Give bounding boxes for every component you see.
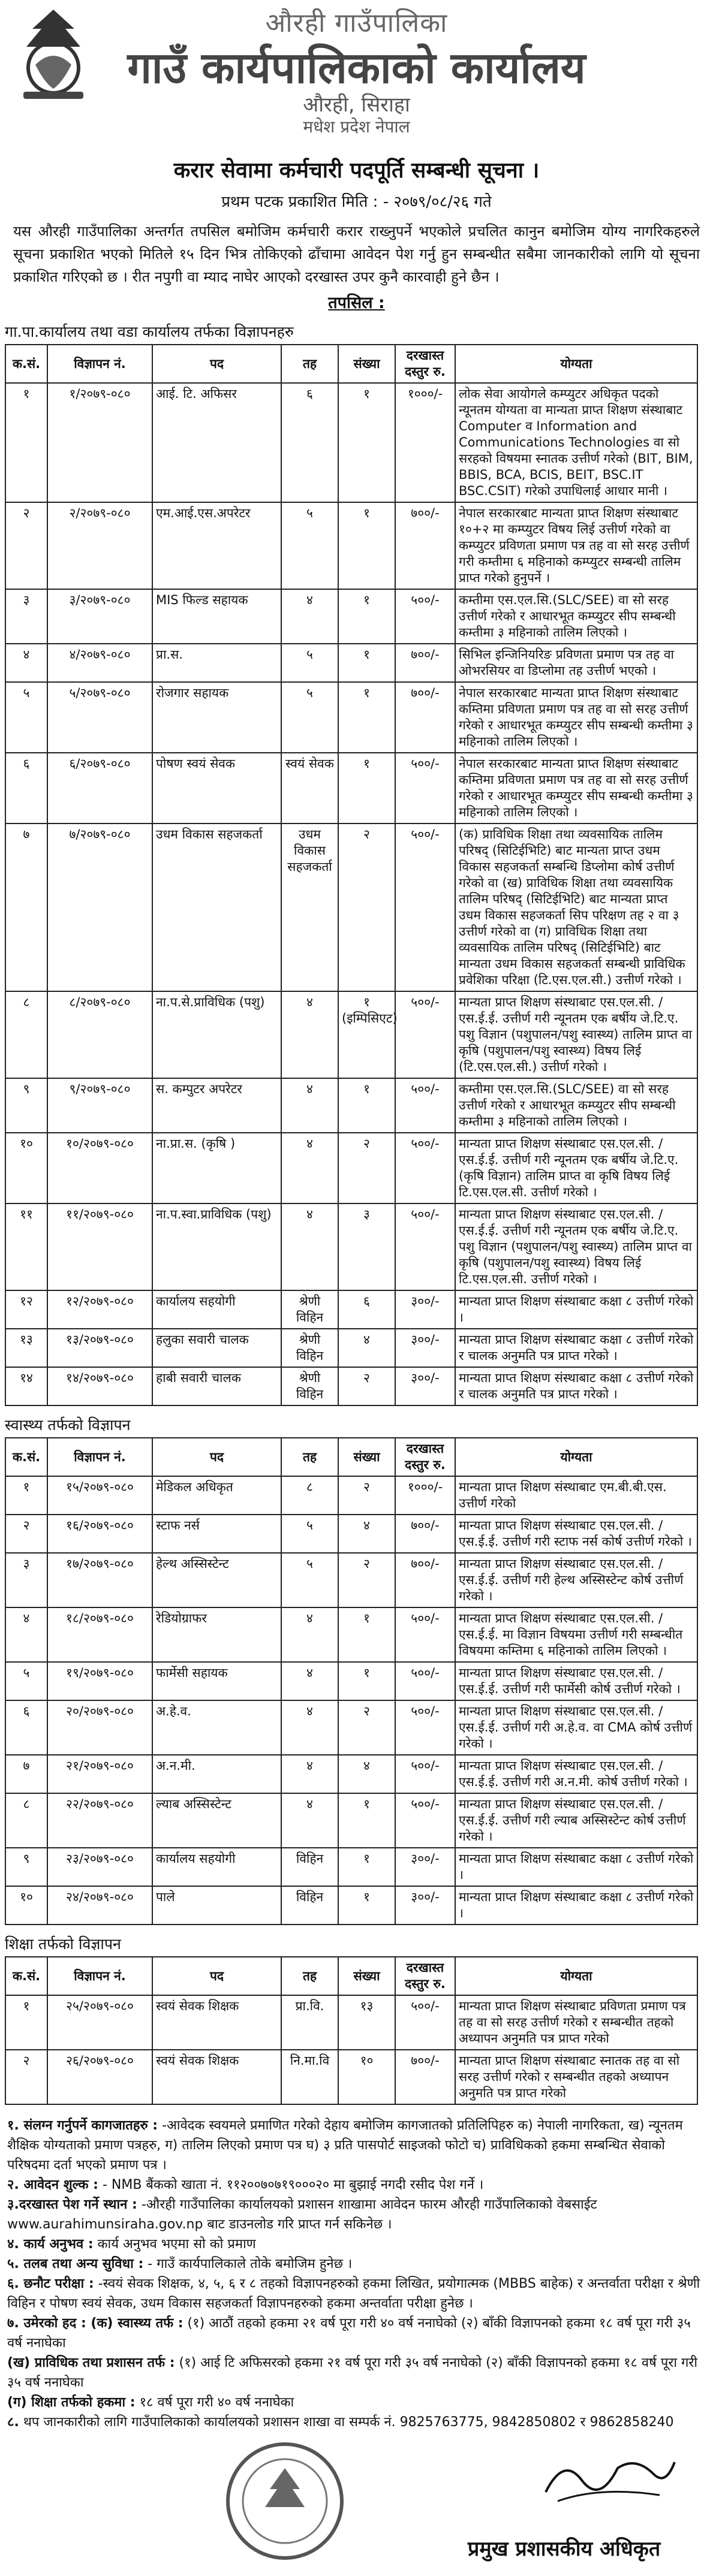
cell-count: २ — [338, 1133, 395, 1203]
cell-post: हाबी सवारी चालक — [152, 1367, 281, 1405]
cell-fee: ३००/- — [395, 1329, 455, 1367]
table-row — [5, 1995, 697, 2050]
cell-post: एम.आई.एस.अपरेटर — [152, 502, 281, 589]
footnote-label: ४. कार्य अनुभव : — [7, 2237, 94, 2252]
cell-adv: १६/२०७९-०८० — [47, 1515, 152, 1553]
col-adv: विज्ञापन नं. — [47, 1957, 152, 1995]
cell-count: ४ — [338, 1329, 395, 1367]
cell-adv: ३/२०७९-०८० — [47, 589, 152, 644]
footnote-item — [7, 2234, 706, 2254]
table-row — [5, 1290, 697, 1329]
cell-adv: १०/२०७९-०८० — [47, 1133, 152, 1203]
cell-count: १० — [338, 2050, 395, 2104]
table-row — [5, 682, 697, 753]
table-row — [5, 2050, 697, 2104]
footnote-text: - गाउँ कार्यपालिकाले तोके बमोजिम हुनेछ । — [148, 2257, 353, 2272]
cell-post: ल्याब अस्सिस्टेन्ट — [152, 1793, 281, 1848]
cell-level: नि.मा.वि — [281, 2050, 338, 2104]
cell-sn: ५ — [5, 682, 47, 753]
cell-adv: २१/२०७९-०८० — [47, 1755, 152, 1793]
table-row — [5, 644, 697, 682]
cell-count: १ — [338, 383, 395, 502]
section1-table — [5, 344, 698, 1406]
cell-adv: २२/२०७९-०८० — [47, 1793, 152, 1848]
cell-fee: ३००/- — [395, 1367, 455, 1405]
cell-qual: मान्यता प्राप्त शिक्षण संस्थाबाट कक्षा ८ उत्तीर्ण गरेको । — [455, 1848, 697, 1886]
cell-level: ४ — [281, 1755, 338, 1793]
cell-sn: ६ — [5, 753, 47, 824]
footnote-text: (१) आठौं तहको हकमा २१ वर्ष पूरा गरी ४० वर्ष ननाघेको (२) बाँकी विज्ञापनको हकमा १८ वर्ष पूरा गरी ३५ वर्ष ननाघेका — [7, 2316, 691, 2351]
cell-sn: ८ — [5, 991, 47, 1078]
table-row — [5, 1553, 697, 1607]
table-header-row — [5, 1438, 697, 1476]
cell-count: २ — [338, 1476, 395, 1515]
cell-level: ६ — [281, 383, 338, 502]
cell-level: प्रा.वि. — [281, 1995, 338, 2050]
cell-qual: मान्यता प्राप्त शिक्षण संस्थाबाट एस.एल.सी. / एस.ई.ई. उत्तीर्ण गरी ल्याब अस्सिस्टेन्ट कोर्ष उत्तीर्ण गरेको । — [455, 1793, 697, 1848]
cell-post: कार्यालय सहयोगी — [152, 1290, 281, 1329]
cell-level: श्रेणी विहिन — [281, 1367, 338, 1405]
cell-qual: मान्यता प्राप्त शिक्षण संस्थाबाट एस.एल.सी. / एस.ई.ई. उत्तीर्ण गरी अ.हे.व. वा CMA कोर्ष उत्तीर्ण गरेको । — [455, 1700, 697, 1755]
cell-adv: १४/२०७९-०८० — [47, 1367, 152, 1405]
cell-count: १ (इम्पिसिएट) — [338, 991, 395, 1078]
cell-sn: ३ — [5, 1553, 47, 1607]
footnote-text: - NMB बैंकको खाता नं. ११२००७०७१९०००२० मा बुझाई नगदी रसीद पेश गर्ने । — [102, 2177, 484, 2192]
footnote-item — [7, 2274, 706, 2313]
footnote-label: ६. छनौट परीक्षा : — [7, 2276, 94, 2291]
cell-sn: १२ — [5, 1290, 47, 1329]
section2-title: स्वास्थ्य तर्फको विज्ञापन — [5, 1416, 131, 1434]
cell-post: पाले — [152, 1886, 281, 1925]
table-header-row — [5, 345, 697, 383]
cell-adv: ७/२०७९-०८० — [47, 824, 152, 991]
table-row — [5, 753, 697, 824]
cell-count: १ — [338, 1886, 395, 1925]
cell-post: कार्यालय सहयोगी — [152, 1848, 281, 1886]
cell-count: १ — [338, 1662, 395, 1700]
table-row — [5, 1329, 697, 1367]
cell-level: ४ — [281, 1133, 338, 1203]
cell-sn: १० — [5, 1133, 47, 1203]
signature-area — [0, 2432, 713, 2576]
cell-qual: मान्यता प्राप्त शिक्षण संस्थाबाट एस.एल.सी. / एस.ई.ई. मा विज्ञान विषयमा उत्तीर्ण गरी सम्बन्धीत विषयमा कम्तिमा ६ महिनाको तालिम लिएको । — [455, 1607, 697, 1662]
cell-fee: ३००/- — [395, 1848, 455, 1886]
footnote-item — [7, 2393, 706, 2412]
footnote-text: -स्वयं सेवक शिक्षक, ४, ५, ६ र ८ तहको विज्ञापनहरुको हकमा लिखित, प्रयोगात्मक (MBBS बाहेक) र अन्तर्वाता परीक्षा र श्रेणी विहिन र पोषण स्वयं सेवक, उधम विकास सहजकर्ता विज्ञापनहरुको हकमा अन्तर्वाता परीक्षा हुनेछ । — [7, 2276, 700, 2311]
cell-sn: ११ — [5, 1203, 47, 1290]
cell-fee: ५००/- — [395, 753, 455, 824]
table-row — [5, 824, 697, 991]
cell-level: ८ — [281, 1476, 338, 1515]
cell-qual: कम्तीमा एस.एल.सि.(SLC/SEE) वा सो सरह उत्तीर्ण गरेको र आधारभूत कम्प्युटर सीप सम्बन्धी कम्तीमा ३ महिनाको तालिम लिएको । — [455, 1078, 697, 1133]
office-location: औरही, सिराहा — [303, 93, 410, 117]
cell-adv: ५/२०७९-०८० — [47, 682, 152, 753]
cell-adv: २/२०७९-०८० — [47, 502, 152, 589]
cell-qual: मान्यता प्राप्त शिक्षण संस्थाबाट कक्षा ८ उत्तीर्ण गरेको र चालक अनुमति पत्र प्राप्त गरेको । — [455, 1329, 697, 1367]
publication-date: प्रथम पटक प्रकाशित मिति : - २०७९/०८/२६ गते — [221, 193, 492, 211]
cell-fee: ७००/- — [395, 682, 455, 753]
cell-level: उधम विकास सहजकर्ता — [281, 824, 338, 991]
footnote-label: ८. — [7, 2415, 19, 2430]
cell-sn: ६ — [5, 1700, 47, 1755]
cell-post: आई. टि. अफिसर — [152, 383, 281, 502]
col-post: पद — [152, 345, 281, 383]
cell-count: १ — [338, 1607, 395, 1662]
cell-fee: ३००/- — [395, 1290, 455, 1329]
table-row — [5, 1078, 697, 1133]
cell-post: मेडिकल अधिकृत — [152, 1476, 281, 1515]
footnote-text: -आवेदक स्वयमले प्रमाणित गरेको देहाय बमोजिम कागजातको प्रतिलिपिहरु क) नेपाली नागरिकता, ख) न्यूनतम शैक्षिक योग्यताको प्रमाण पत्रहरु, ग) तालिम लिएको प्रमाण पत्र घ) ३ प्रति पासपोर्ट साइजको फोटो च) प्राविधिकको हकमा सम्बन्धित सेवाको परिषदमा दर्ता भएको प्रमाण पत्र । — [7, 2118, 683, 2173]
cell-qual: मान्यता प्राप्त शिक्षण संस्थाबाट एस.एल.सी. / एस.ई.ई. उत्तीर्ण गरी अ.न.मी. कोर्ष उत्तीर्ण गरेको । — [455, 1755, 697, 1793]
col-count: संख्या — [338, 345, 395, 383]
cell-level: ५ — [281, 502, 338, 589]
cell-level: विहिन — [281, 1886, 338, 1925]
cell-qual: नेपाल सरकारबाट मान्यता प्राप्त शिक्षण संस्थाबाट कम्तिमा प्रविणता प्रमाण पत्र तह वा सो सरह उत्तीर्ण गरेको र आधारभूत कम्प्युटर सीप सम्बन्धी कम्तीमा ३ महिनाको तालिम लिएको । — [455, 682, 697, 753]
footnote-item — [7, 2412, 706, 2432]
cell-level: ५ — [281, 682, 338, 753]
footnote-text: थप जानकारीको लागि गाउँपालिकाको कार्यालयको प्रशासन शाखा वा सम्पर्क नं. 9825763775, 9842850802 र 9862858240 — [23, 2415, 674, 2430]
cell-fee: ५००/- — [395, 1700, 455, 1755]
cell-fee: ५००/- — [395, 1793, 455, 1848]
cell-fee: ७००/- — [395, 2050, 455, 2104]
cell-adv: १९/२०७९-०८० — [47, 1662, 152, 1700]
cell-level: ४ — [281, 1662, 338, 1700]
cell-count: १ — [338, 1848, 395, 1886]
footnote-item — [7, 2195, 706, 2234]
col-sn: क.सं. — [5, 1438, 47, 1476]
table-row — [5, 1133, 697, 1203]
footnote-label: ३.दरखास्त पेश गर्ने स्थान : — [7, 2197, 137, 2212]
cell-count: २ — [338, 1553, 395, 1607]
cell-sn: २ — [5, 1515, 47, 1553]
cell-level: ५ — [281, 1553, 338, 1607]
cell-qual: मान्यता प्राप्त शिक्षण संस्थाबाट एस.एल.सी. / एस.ई.ई. उत्तीर्ण गरी न्यूनतम एक बर्षीय जे.टि.ए. (कृषि विज्ञान) तालिम प्राप्त वा कृषि विषय लिई टि.एस.एल.सी. उत्तीर्ण गरेको । — [455, 1133, 697, 1203]
cell-fee: ५००/- — [395, 589, 455, 644]
col-level: तह — [281, 345, 338, 383]
cell-sn: ७ — [5, 1755, 47, 1793]
footnote-item — [7, 2116, 706, 2175]
cell-fee: ५००/- — [395, 1755, 455, 1793]
cell-fee: ५००/- — [395, 1133, 455, 1203]
table-row — [5, 1755, 697, 1793]
col-qual: योग्यता — [455, 1957, 697, 1995]
cell-fee: ७००/- — [395, 502, 455, 589]
tapsil-heading: तपसिल : — [328, 294, 385, 312]
col-level: तह — [281, 1957, 338, 1995]
col-fee: दरखास्त दस्तुर रु. — [395, 1438, 455, 1476]
cell-count: १ — [338, 1793, 395, 1848]
cell-post: हेल्थ अस्सिस्टेन्ट — [152, 1553, 281, 1607]
section3-table — [5, 1956, 698, 2105]
table-row — [5, 1476, 697, 1515]
table-row — [5, 383, 697, 502]
cell-level: ५ — [281, 1515, 338, 1553]
footnote-item — [7, 2254, 706, 2274]
cell-count: १ — [338, 644, 395, 682]
cell-sn: १० — [5, 1886, 47, 1925]
cell-sn: ४ — [5, 1607, 47, 1662]
cell-level: ४ — [281, 1203, 338, 1290]
cell-level: श्रेणी विहिन — [281, 1329, 338, 1367]
cell-qual: मान्यता प्राप्त शिक्षण संस्थाबाट एम.बी.बी.एस. उत्तीर्ण गरेको — [455, 1476, 697, 1515]
cell-adv: २५/२०७९-०८० — [47, 1995, 152, 2050]
table-row — [5, 1662, 697, 1700]
cell-fee: ५००/- — [395, 991, 455, 1078]
cell-post: ना.प.स्वा.प्राविधिक (पशु) — [152, 1203, 281, 1290]
cell-adv: ११/२०७९-०८० — [47, 1203, 152, 1290]
cell-qual: मान्यता प्राप्त शिक्षण संस्थाबाट कक्षा ८ उत्तीर्ण गरेको र चालक अनुमति पत्र प्राप्त गरेको । — [455, 1367, 697, 1405]
table-row — [5, 1700, 697, 1755]
cell-post: रेडियोग्राफर — [152, 1607, 281, 1662]
cell-post: स्वयं सेवक शिक्षक — [152, 2050, 281, 2104]
cell-qual: मान्यता प्राप्त शिक्षण संस्थाबाट एस.एल.सी. / एस.ई.ई. उत्तीर्ण गरी न्यूनतम एक बर्षीय जे.टि.ए. पशु विज्ञान (पशुपालन/पशु स्वास्थ्य) तालिम प्राप्त वा कृषि (पशुपालन/पशु स्वास्थ्य) विषय लिई (टि.एस.एल.सी.) उत्तीर्ण गरेको । — [455, 991, 697, 1078]
cell-count: ६ — [338, 1290, 395, 1329]
cell-qual: मान्यता प्राप्त शिक्षण संस्थाबाट कक्षा ८ उत्तीर्ण गरेको । — [455, 1886, 697, 1925]
signature-title: प्रमुख प्रशासकीय अधिकृत — [468, 2537, 661, 2561]
table-row — [5, 589, 697, 644]
table-header-row — [5, 1957, 697, 1995]
footnote-item — [7, 2175, 706, 2195]
cell-sn: ७ — [5, 824, 47, 991]
municipality-name: औरही गाउँपालिका — [265, 8, 448, 38]
office-province: मधेश प्रदेश नेपाल — [303, 117, 410, 137]
cell-fee: ५००/- — [395, 1203, 455, 1290]
table-row — [5, 991, 697, 1078]
cell-post: रोजगार सहायक — [152, 682, 281, 753]
cell-adv: ४/२०७९-०८० — [47, 644, 152, 682]
cell-fee: ५००/- — [395, 1078, 455, 1133]
cell-adv: १३/२०७९-०८० — [47, 1329, 152, 1367]
notice-title: करार सेवामा कर्मचारी पदपूर्ति सम्बन्धी सूचना । — [173, 158, 540, 183]
footnote-text: (१) आई टि अफिसरको हकमा २१ वर्ष पूरा गरी ३५ वर्ष ननाघेको (२) बाँकी विज्ञापनको हकमा १८ वर्ष पूरा गरी ३५ वर्ष ननाघेका — [7, 2355, 698, 2390]
cell-fee: ७००/- — [395, 1515, 455, 1553]
cell-adv: ९/२०७९-०८० — [47, 1078, 152, 1133]
cell-level: ४ — [281, 991, 338, 1078]
col-count: संख्या — [338, 1438, 395, 1476]
table-row — [5, 1793, 697, 1848]
cell-qual: नेपाल सरकारबाट मान्यता प्राप्त शिक्षण संस्थाबाट कम्तिमा प्रविणता प्रमाण पत्र तह वा सो सरह उत्तीर्ण गरेको र आधारभूत कम्प्युटर सीप सम्बन्धी कम्तीमा ३ महिनाको तालिम लिएको । — [455, 753, 697, 824]
cell-adv: १८/२०७९-०८० — [47, 1607, 152, 1662]
cell-sn: २ — [5, 2050, 47, 2104]
cell-post: स्वयं सेवक शिक्षक — [152, 1995, 281, 2050]
cell-qual: मान्यता प्राप्त शिक्षण संस्थाबाट एस.एल.सी. / एस.ई.ई. उत्तीर्ण गरी हेल्थ अस्सिस्टेन्ट कोर्ष उत्तीर्ण गरेको । — [455, 1553, 697, 1607]
cell-count: १ — [338, 502, 395, 589]
section3-title: शिक्षा तर्फको विज्ञापन — [5, 1935, 121, 1953]
cell-level: श्रेणी विहिन — [281, 1290, 338, 1329]
cell-sn: १३ — [5, 1329, 47, 1367]
footnotes — [7, 2116, 706, 2432]
col-sn: क.सं. — [5, 345, 47, 383]
footnote-label: ५. तलब तथा अन्य सुविधा : — [7, 2257, 144, 2272]
cell-qual: मान्यता प्राप्त शिक्षण संस्थाबाट प्रविणता प्रमाण पत्र तह वा सो सरह उत्तीर्ण गरेको र सम्बन्धीत तहको अध्यापन अनुमति पत्र प्राप्त गरेको — [455, 1995, 697, 2050]
cell-sn: ३ — [5, 589, 47, 644]
footnote-text: कार्य अनुभव भएमा सो को प्रमाण — [97, 2237, 256, 2252]
cell-sn: १ — [5, 1995, 47, 2050]
office-seal-icon — [222, 2438, 348, 2564]
col-qual: योग्यता — [455, 345, 697, 383]
cell-adv: १२/२०७९-०८० — [47, 1290, 152, 1329]
cell-qual: कम्तीमा एस.एल.सि.(SLC/SEE) वा सो सरह उत्तीर्ण गरेको र आधारभूत कम्प्युटर सीप सम्बन्धी कम्तीमा ३ महिनाको तालिम लिएको । — [455, 589, 697, 644]
cell-qual: मान्यता प्राप्त शिक्षण संस्थाबाट कक्षा ८ उत्तीर्ण गरेको । — [455, 1290, 697, 1329]
cell-adv: १५/२०७९-०८० — [47, 1476, 152, 1515]
table-row — [5, 1515, 697, 1553]
cell-qual: सिभिल इन्जिनियरिङ प्रविणता प्रमाण पत्र तह वा ओभरसियर वा डिप्लोमा तह उत्तीर्ण भएको । — [455, 644, 697, 682]
cell-post: MIS फिल्ड सहायक — [152, 589, 281, 644]
cell-fee: ५००/- — [395, 1662, 455, 1700]
cell-post: स. कम्पुटर अपरेटर — [152, 1078, 281, 1133]
cell-level: ४ — [281, 1078, 338, 1133]
col-qual: योग्यता — [455, 1438, 697, 1476]
cell-fee: ५००/- — [395, 1607, 455, 1662]
table-row — [5, 1607, 697, 1662]
cell-post: अ.हे.व. — [152, 1700, 281, 1755]
cell-qual: मान्यता प्राप्त शिक्षण संस्थाबाट एस.एल.सी. / एस.ई.ई. उत्तीर्ण गरी स्टाफ नर्स कोर्ष उत्तीर्ण गरेको । — [455, 1515, 697, 1553]
cell-sn: ९ — [5, 1078, 47, 1133]
cell-post: फार्मेसी सहायक — [152, 1662, 281, 1700]
cell-count: १ — [338, 682, 395, 753]
intro-paragraph: यस औरही गाउँपालिका अन्तर्गत तपसिल बमोजिम कर्मचारी करार राख्नुपर्ने भएकोले प्रचलित कानुन बमोजिम योग्य नागरिकहरुले सूचना प्रकाशित भएको मितिले १५ दिन भित्र तोकिएको ढाँचामा आवेदन पेश गर्नु हुन सम्बन्धीत सबैमा जानकारीको लागि यो सूचना प्रकाशित गरिएको छ । रीत नपुगी वा म्याद नाघेर आएको दरखास्त उपर कुनै कारवाही हुने छैन । — [13, 223, 700, 285]
office-header — [0, 0, 713, 150]
cell-sn: ४ — [5, 644, 47, 682]
cell-adv: ८/२०७९-०८० — [47, 991, 152, 1078]
cell-count: १ — [338, 753, 395, 824]
cell-sn: २ — [5, 502, 47, 589]
cell-fee: ७००/- — [395, 644, 455, 682]
footnote-label: (ख) प्राविधिक तथा प्रशासन तर्फ : — [7, 2355, 175, 2370]
col-sn: क.सं. — [5, 1957, 47, 1995]
col-post: पद — [152, 1957, 281, 1995]
cell-count: १३ — [338, 1995, 395, 2050]
cell-count: २ — [338, 1700, 395, 1755]
cell-sn: ५ — [5, 1662, 47, 1700]
col-count: संख्या — [338, 1957, 395, 1995]
cell-count: ४ — [338, 1755, 395, 1793]
col-level: तह — [281, 1438, 338, 1476]
cell-level: ४ — [281, 1607, 338, 1662]
footnote-label: १. संलग्न गर्नुपर्ने कागजातहरु : — [7, 2118, 158, 2133]
cell-fee: ५००/- — [395, 1995, 455, 2050]
col-post: पद — [152, 1438, 281, 1476]
signature-icon — [540, 2444, 678, 2510]
cell-level: ४ — [281, 1700, 338, 1755]
table-row — [5, 1203, 697, 1290]
col-fee: दरखास्त दस्तुर रु. — [395, 1957, 455, 1995]
cell-level: विहिन — [281, 1848, 338, 1886]
cell-sn: १ — [5, 1476, 47, 1515]
cell-count: ३ — [338, 1203, 395, 1290]
cell-sn: १ — [5, 383, 47, 502]
table-row — [5, 502, 697, 589]
cell-fee: ३००/- — [395, 1886, 455, 1925]
cell-level: ४ — [281, 589, 338, 644]
col-adv: विज्ञापन नं. — [47, 345, 152, 383]
cell-post: उधम विकास सहजकर्ता — [152, 824, 281, 991]
footnote-text: -औरही गाउँपालिका कार्यालयको प्रशासन शाखामा आवेदन फारम औरही गाउँपालिकाको वेबसाईट www.aurahimunsiraha.gov.np बाट डाउनलोड गरि प्राप्त गर्न सकिनेछ । — [7, 2197, 597, 2232]
cell-qual: (क) प्राविधिक शिक्षा तथा व्यवसायिक तालिम परिषद् (सिटिईभिटि) बाट मान्यता प्राप्त उधम विकास सहजकर्ता सम्बन्धि डिप्लोमा कोर्ष उत्तीर्ण गरेको वा (ख) प्राविधिक शिक्षा तथा व्यवसायिक तालिम परिषद् (सिटिईभिटि) बाट मान्यता प्राप्त उधम विकास सहजकर्ता सिप परिक्षण तह २ वा ३ उत्तीर्ण गरेको वा (ग) प्राविधिक शिक्षा तथा व्यवसायिक तालिम परिषद् (सिटिईभिटि) बाट मान्यता उधम विकास सहजकर्ता सम्बन्धी प्राविधिक प्रवेशिका परिक्षा (टि.एस.एल.सी.) उत्तीर्ण गरेको । — [455, 824, 697, 991]
cell-count: ४ — [338, 1515, 395, 1553]
cell-fee: ५००/- — [395, 824, 455, 991]
cell-post: प्रा.स. — [152, 644, 281, 682]
footnote-label: २. आवेदन शुल्क : — [7, 2177, 98, 2192]
cell-post: ना.प्रा.स. (कृषि ) — [152, 1133, 281, 1203]
cell-adv: १७/२०७९-०८० — [47, 1553, 152, 1607]
section2-table — [5, 1437, 698, 1925]
cell-level: ५ — [281, 644, 338, 682]
footnote-item — [7, 2353, 706, 2393]
cell-qual: नेपाल सरकारबाट मान्यता प्राप्त शिक्षण संस्थाबाट १०+२ मा कम्प्युटर विषय लिई उत्तीर्ण गरेको वा कम्प्युटर प्रविणता प्रमाण पत्र तह वा सो सरह उत्तीर्ण गरी कम्तीमा ६ महिनाको कम्प्युटर सम्बन्धी तालिम प्राप्त गरेको हुनुपर्ने । — [455, 502, 697, 589]
cell-count: १ — [338, 589, 395, 644]
cell-count: २ — [338, 824, 395, 991]
cell-adv: २०/२०७९-०८० — [47, 1700, 152, 1755]
cell-qual: मान्यता प्राप्त शिक्षण संस्थाबाट एस.एल.सी. / एस.ई.ई. उत्तीर्ण गरी फार्मेसी कोर्ष उत्तीर्ण गरेको । — [455, 1662, 697, 1700]
cell-count: २ — [338, 1367, 395, 1405]
cell-level: ४ — [281, 1793, 338, 1848]
office-name: गाउँ कार्यपालिकाको कार्यालय — [127, 42, 586, 93]
cell-sn: ९ — [5, 1848, 47, 1886]
section1-title: गा.पा.कार्यालय तथा वडा कार्यालय तर्फका विज्ञापनहरु — [5, 323, 294, 340]
col-fee: दरखास्त दस्तुर रु. — [395, 345, 455, 383]
cell-fee: ७००/- — [395, 1553, 455, 1607]
footnote-label: (ग) शिक्षा तर्फको हकमा : — [7, 2395, 136, 2410]
cell-qual: लोक सेवा आयोगले कम्प्युटर अधिकृत पदको न्यूनतम योग्यता वा मान्यता प्राप्त शिक्षण संस्थाबाट Computer व Information and Communications Technologies वा सो सरहको विषयमा स्नातक उत्तीर्ण गरेको (BIT, BIM, BBIS, BCA, BCIS, BEIT, BSC.IT BSC.CSIT) गरेको उपाधिलाई आधार मानी । — [455, 383, 697, 502]
cell-adv: ६/२०७९-०८० — [47, 753, 152, 824]
col-adv: विज्ञापन नं. — [47, 1438, 152, 1476]
cell-adv: २६/२०७९-०८० — [47, 2050, 152, 2104]
cell-qual: मान्यता प्राप्त शिक्षण संस्थाबाट एस.एल.सी. / एस.ई.ई. उत्तीर्ण गरी न्यूनतम एक बर्षीय जे.टि.ए. पशु विज्ञान (पशुपालन/पशु स्वास्थ्य) तालिम प्राप्त वा कृषि (पशुपालन/पशु स्वास्थ्य) विषय लिई टि.एस.एल.सी. उत्तीर्ण गरेको । — [455, 1203, 697, 1290]
cell-fee: १०००/- — [395, 383, 455, 502]
cell-post: स्टाफ नर्स — [152, 1515, 281, 1553]
footnote-item — [7, 2313, 706, 2353]
cell-post: पोषण स्वयं सेवक — [152, 753, 281, 824]
table-row — [5, 1848, 697, 1886]
cell-post: ना.प.से.प्राविधिक (पशु) — [152, 991, 281, 1078]
cell-adv: २३/२०७९-०८० — [47, 1848, 152, 1886]
cell-adv: १/२०७९-०८० — [47, 383, 152, 502]
cell-sn: १४ — [5, 1367, 47, 1405]
cell-adv: २४/२०७९-०८० — [47, 1886, 152, 1925]
cell-fee: १०००/- — [395, 1476, 455, 1515]
cell-level: स्वयं सेवक — [281, 753, 338, 824]
cell-sn: ८ — [5, 1793, 47, 1848]
cell-qual: मान्यता प्राप्त शिक्षण संस्थाबाट स्नातक तह वा सो सरह उत्तीर्ण गरेको र सम्बन्धीत तहको अध्यापन अनुमति पत्र प्राप्त गरेको — [455, 2050, 697, 2104]
cell-count: १ — [338, 1078, 395, 1133]
table-row — [5, 1367, 697, 1405]
table-row — [5, 1886, 697, 1925]
footnote-text: १८ वर्ष पूरा गरी ४० वर्ष ननाघेका — [139, 2395, 294, 2410]
cell-post: हलुका सवारी चालक — [152, 1329, 281, 1367]
footnote-label: ७. उमेरको हद : (क) स्वास्थ्य तर्फ : — [7, 2316, 183, 2331]
cell-post: अ.न.मी. — [152, 1755, 281, 1793]
